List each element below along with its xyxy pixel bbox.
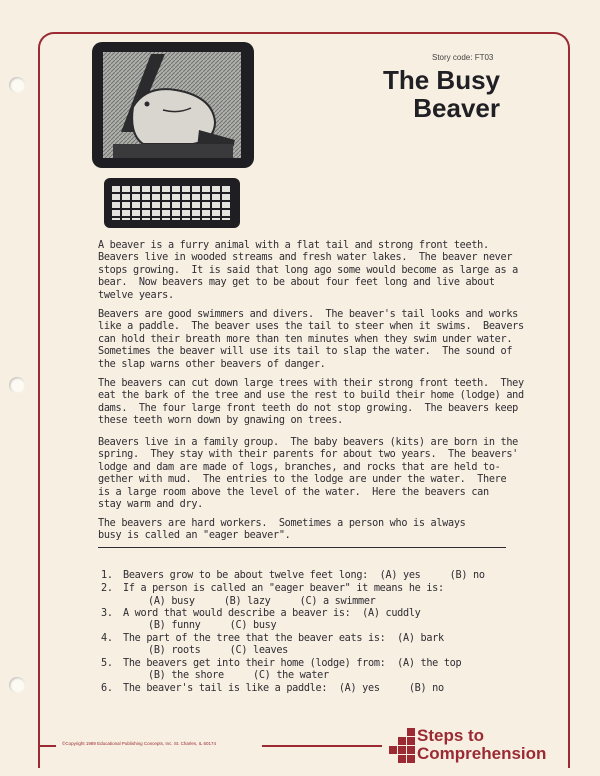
copyright-notice: ©Copyright 1989 Educational Publishing Concepts, Inc. St. Charles, IL 60174 [62, 741, 216, 746]
question-number-4: 4. [101, 633, 113, 644]
question-choices-3: (B) funny (C) busy [148, 620, 277, 631]
question-text-3: A word that would describe a beaver is: (A) cuddly [123, 608, 421, 619]
title-line-2: Beaver [413, 93, 500, 123]
beaver-drawing [103, 52, 241, 158]
question-text-1: Beavers grow to be about twelve feet long: (A) yes (B) no [123, 570, 485, 581]
keyboard-rows [112, 186, 232, 220]
question-number-5: 5. [101, 658, 113, 669]
question-number-3: 3. [101, 608, 113, 619]
question-choices-5: (B) the shore (C) the water [148, 670, 329, 681]
monitor-screen [103, 52, 241, 158]
story-paragraph-2: Beavers are good swimmers and divers. The beaver's tail looks and works like a paddle. The beaver uses the tail to steer when it swims. Beavers can hold their breath more than ten minutes when they swim under water. Sometimes the beaver will use its tail to slap the water. The sound of the slap warns other beavers of danger. [98, 309, 524, 370]
frame-bottom-left [38, 745, 56, 747]
monitor [92, 42, 254, 168]
story-paragraph-3: The beavers can cut down large trees with their strong front teeth. They eat the bark of the tree and use the rest to build their home (lodge) and dams. The four large front teeth do not stop growing. The beavers keep these teeth worn down by gnawing on trees. [98, 378, 524, 427]
story-paragraph-5: The beavers are hard workers. Sometimes a person who is always busy is called an "eager beaver". [98, 518, 466, 542]
question-number-2: 2. [101, 583, 113, 594]
logo-square [407, 737, 415, 745]
logo-square [407, 728, 415, 736]
keyboard [104, 178, 240, 228]
title-line-1: The Busy [382, 65, 500, 95]
logo-square [398, 737, 406, 745]
logo-square [398, 746, 406, 754]
question-choices-2: (A) busy (B) lazy (C) a swimmer [148, 596, 376, 607]
question-text-2: If a person is called an "eager beaver" it means he is: [123, 583, 444, 594]
logo-square [407, 755, 415, 763]
page-title [383, 66, 500, 122]
divider-line [98, 547, 506, 548]
story-code: Story code: FT03 [432, 53, 494, 62]
story-paragraph-4: Beavers live in a family group. The baby beavers (kits) are born in the spring. They stay with their parents for about two years. The beavers' lodge and dam are made of logs, branches, and rocks that are held to- gether with mud. The entries to the lodge are under the water. There is a large room above the level of the water. Here the beavers can stay warm and dry. [98, 437, 519, 511]
logo-text-line-1: Steps to [417, 726, 485, 745]
binder-hole-top [9, 77, 25, 93]
binder-hole-middle [9, 377, 25, 393]
story-paragraph-1: A beaver is a furry animal with a flat tail and strong front teeth. Beavers live in wooded streams and fresh water lakes. The beaver never stops growing. It is said that long ago some would become as large as a bear. Now beavers may get to be about four feet long and live about twelve years. [98, 240, 519, 301]
logo-square [389, 746, 397, 754]
frame-bottom-line [262, 745, 382, 747]
question-text-6: The beaver's tail is like a paddle: (A) yes (B) no [123, 683, 444, 694]
steps-to-comprehension-logo [389, 726, 569, 768]
computer-illustration [92, 42, 262, 232]
question-text-4: The part of the tree that the beaver eats is: (A) bark [123, 633, 444, 644]
logo-square [407, 746, 415, 754]
question-number-6: 6. [101, 683, 113, 694]
binder-hole-bottom [9, 677, 25, 693]
question-number-1: 1. [101, 570, 113, 581]
logo-square [398, 755, 406, 763]
question-text-5: The beavers get into their home (lodge) from: (A) the top [123, 658, 462, 669]
logo-text-line-2: Comprehension [417, 744, 547, 763]
question-choices-4: (B) roots (C) leaves [148, 645, 289, 656]
